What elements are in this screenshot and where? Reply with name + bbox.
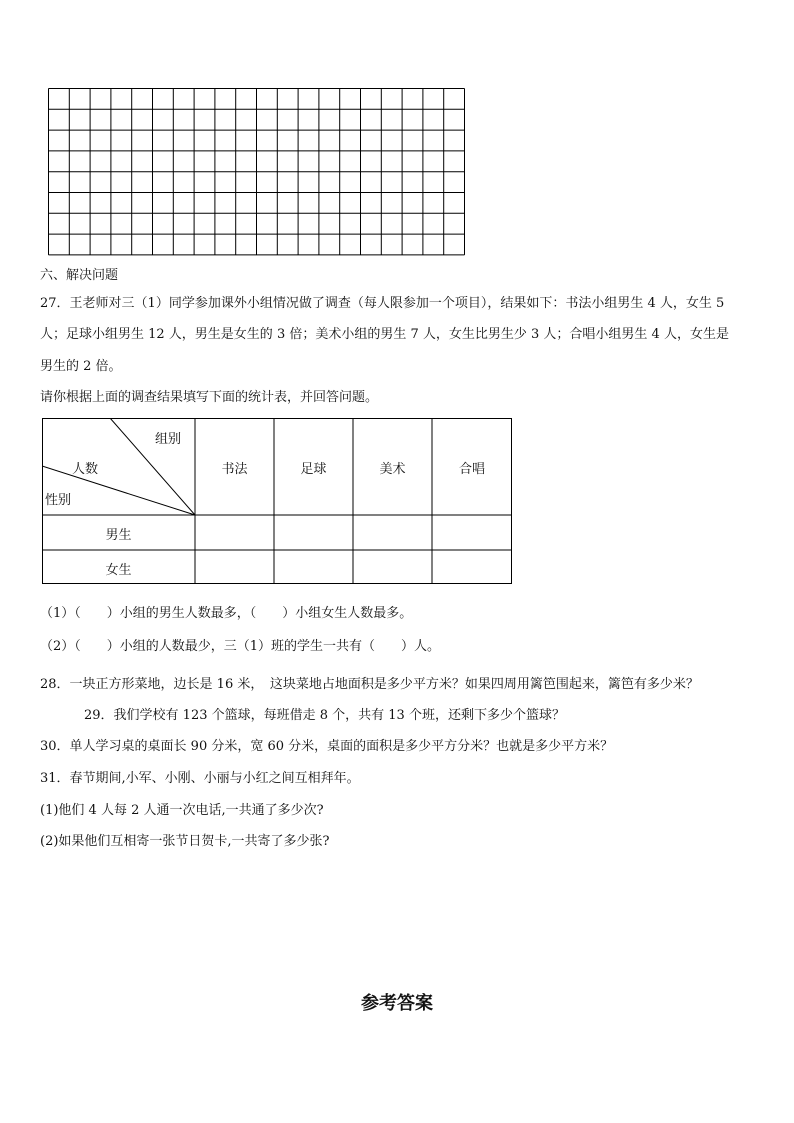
col-art: 美术 [379, 462, 406, 477]
col-football: 足球 [300, 462, 327, 477]
q27-instruction: 请你根据上面的调查结果填写下面的统计表，并回答问题。 [40, 390, 379, 405]
q27-line2: 人；足球小组男生 12 人，男生是女生的 3 倍；美术小组的男生 7 人，女生比男生少 3 人；合唱小组男生 4 人，女生是 [40, 327, 729, 342]
section-heading: 六、解决问题 [40, 268, 119, 283]
q27-line1: 27．王老师对三（1）同学参加课外小组情况做了调查（每人限参加一个项目），结果如下：书法小组男生 4 人，女生 5 [40, 296, 725, 311]
q29-text: 29．我们学校有 123 个篮球，每班借走 8 个，共有 13 个班，还剩下多少个篮球？ [84, 708, 565, 723]
q31-intro: 31．春节期间,小军、小刚、小丽与小红之间互相拜年。 [40, 771, 360, 786]
q31-sub1: (1)他们 4 人每 2 人通一次电话,一共通了多少次? [40, 803, 324, 818]
header-gender-label: 性别 [45, 493, 72, 508]
col-choir: 合唱 [458, 462, 485, 477]
survey-table [42, 418, 512, 584]
row-girls: 女生 [105, 563, 132, 578]
q27-sub2: （2）（ ）小组的人数最少，三（1）班的学生一共有（ ）人。 [40, 639, 441, 654]
col-calligraphy: 书法 [221, 462, 248, 477]
q30-text: 30．单人学习桌的桌面长 90 分米，宽 60 分米，桌面的面积是多少平方分米？也就是多少平方米？ [40, 739, 614, 754]
q27-sub1: （1）（ ）小组的男生人数最多，（ ）小组女生人数最多。 [40, 606, 413, 621]
header-group-label: 组别 [155, 432, 182, 447]
q28-text: 28．一块正方形菜地，边长是 16 米， 这块菜地占地面积是多少平方米？如果四周用篱笆围起来，篱笆有多少米？ [40, 677, 699, 692]
answers-title: 参考答案 [361, 993, 433, 1014]
square-grid [48, 88, 468, 258]
row-boys: 男生 [105, 528, 132, 543]
header-count-label: 人数 [72, 462, 99, 477]
q31-sub2: (2)如果他们互相寄一张节日贺卡,一共寄了多少张? [40, 834, 330, 849]
q27-line3: 男生的 2 倍。 [40, 359, 122, 374]
